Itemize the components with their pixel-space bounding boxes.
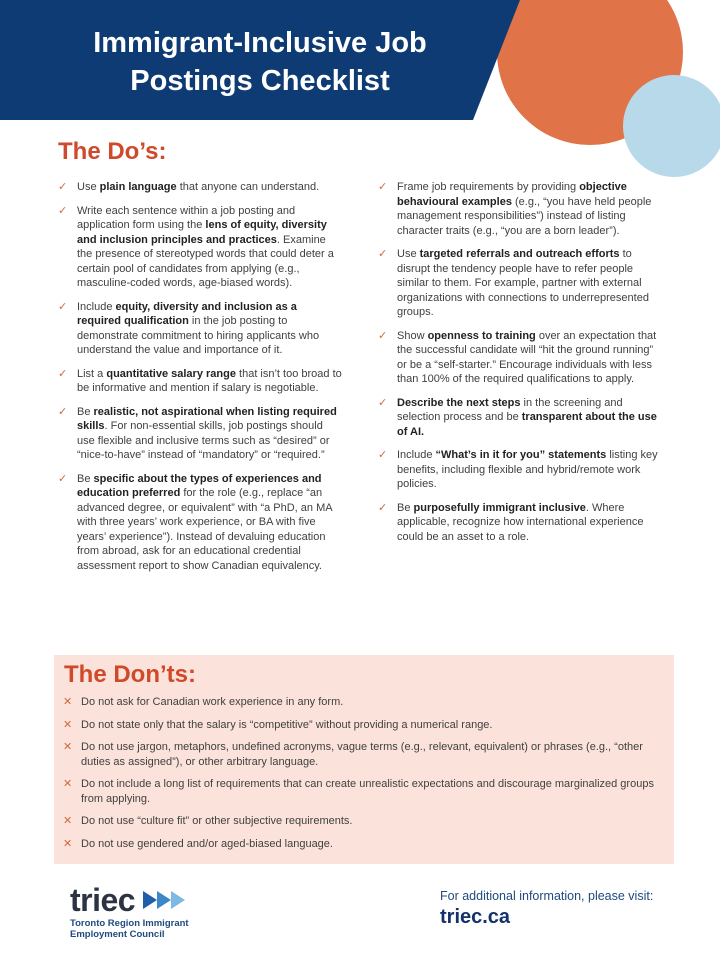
checkmark-icon: ✓ — [58, 472, 68, 485]
dos-item-text: that isn’t too broad to be informative and mention if salary is negotiable. — [77, 367, 342, 394]
dos-item-emphasis: quantitative salary range — [106, 367, 236, 380]
dos-item-text: that anyone can understand. — [176, 181, 320, 193]
cross-icon: ✕ — [63, 837, 73, 850]
logo-subtitle-line1: Toronto Region Immigrant — [70, 918, 189, 929]
dos-item-emphasis: realistic, not aspirational when listing required skills — [77, 405, 337, 432]
donts-item-text: Do not use “culture fit” or other subjective requirements. — [81, 815, 353, 827]
dos-item-emphasis: targeted referrals and outreach efforts — [419, 248, 620, 260]
dos-item — [378, 247, 662, 320]
donts-list — [63, 695, 663, 859]
dos-item-text: . For non-essential skills, job postings should use flexible and inclusive terms such as “desired” or “nice-to-have” instead of “mandatory” or “required.” — [77, 420, 330, 461]
footer-info-text: For additional information, please visit: — [440, 889, 654, 903]
dos-item-text: Be — [77, 472, 94, 485]
dos-item-text: listing key benefits, including flexible and hybrid/remote work policies. — [397, 449, 658, 490]
dos-item — [58, 472, 343, 574]
website-link[interactable]: triec.ca — [440, 906, 511, 928]
cross-icon: ✕ — [63, 815, 73, 827]
page-title — [40, 24, 480, 100]
dos-item-emphasis: objective behavioural examples — [397, 181, 627, 208]
logo-wordmark: triec — [70, 882, 136, 918]
checkmark-icon: ✓ — [378, 248, 388, 260]
dos-item-text: Use — [77, 181, 100, 193]
triec-logo — [70, 882, 189, 940]
donts-item-text: Do not use jargon, metaphors, undefined acronyms, vague terms (e.g., relevant, equivalent) or phrases (e.g., “other duties as assigned”), or other arbitrary language. — [81, 741, 643, 768]
dos-item — [378, 329, 662, 387]
dos-item-emphasis: “What’s in it for you” statements — [435, 449, 607, 461]
dos-item — [58, 405, 343, 463]
checkmark-icon: ✓ — [58, 204, 68, 217]
dos-list-right — [378, 180, 662, 553]
dos-item-emphasis: lens of equity, diversity and inclusion principles and practices — [77, 219, 327, 246]
dos-item-text: Be — [77, 405, 94, 418]
dos-item-text: in the job posting to demonstrate commitment to hiring applicants who understand the value and importance of it. — [77, 315, 320, 356]
footer-contact — [440, 889, 653, 929]
dos-item-text: List a — [77, 367, 107, 380]
arrows-icon — [143, 889, 187, 911]
donts-item — [63, 777, 663, 806]
page-title-line1: Immigrant-Inclusive Job — [93, 27, 427, 59]
checkmark-icon: ✓ — [58, 367, 68, 380]
checkmark-icon: ✓ — [378, 329, 388, 342]
checkmark-icon: ✓ — [58, 181, 68, 193]
dos-item-emphasis: openness to training — [427, 329, 536, 342]
checkmark-icon: ✓ — [378, 181, 388, 193]
cross-icon: ✕ — [63, 778, 73, 790]
dos-item-emphasis: purposefully immigrant inclusive — [413, 501, 586, 514]
donts-heading: The Don’ts: — [64, 661, 196, 688]
dos-item-text: Show — [397, 329, 428, 342]
donts-item-text: Do not use gendered and/or aged-biased language. — [81, 837, 333, 850]
dos-item-text: Frame job requirements by providing — [397, 181, 580, 193]
dos-item-text: over an expectation that the successful candidate will “hit the ground running” or be a “self-starter.” Encourage individuals with less than 100% of the required qualifications to apply. — [397, 329, 657, 385]
dos-item-text: Write each sentence within a job posting and application form using the — [77, 204, 296, 231]
checkmark-icon: ✓ — [378, 501, 388, 514]
dos-item-emphasis: Describe the next steps — [397, 396, 521, 409]
donts-section — [54, 655, 674, 864]
dos-item — [58, 204, 343, 291]
donts-item — [63, 695, 663, 710]
dos-item-text: Use — [397, 248, 420, 260]
dos-item-emphasis: transparent about the use of AI. — [397, 411, 657, 438]
dos-item — [58, 367, 343, 396]
dos-item-text: Include — [397, 449, 436, 461]
checkmark-icon: ✓ — [378, 396, 388, 409]
cross-icon: ✕ — [63, 696, 73, 708]
dos-item-text: . Examine the presence of stereotyped words that could deter a certain pool of candidates from applying (e.g., masculine-coded words, age-biased words). — [77, 233, 334, 289]
donts-item-text: Do not include a long list of requirements that can create unrealistic expectations and discourage marginalized groups from applying. — [81, 778, 654, 805]
donts-item — [63, 718, 663, 733]
donts-item-text: Do not state only that the salary is “competitive” without providing a numerical range. — [81, 718, 493, 731]
donts-item — [63, 837, 663, 852]
dos-item-emphasis: specific about the types of experiences and education preferred — [77, 472, 322, 499]
checkmark-icon: ✓ — [58, 405, 68, 418]
cross-icon: ✕ — [63, 741, 73, 753]
logo-subtitle-line2: Employment Council — [70, 929, 165, 940]
dos-item-text: . Where applicable, recognize how international experience could be an asset to a role. — [397, 501, 644, 543]
cross-icon: ✕ — [63, 718, 73, 731]
donts-item-text: Do not ask for Canadian work experience in any form. — [81, 696, 344, 708]
checkmark-icon: ✓ — [378, 449, 388, 461]
dos-item — [378, 501, 662, 545]
dos-item-text: for the role (e.g., replace “an advanced degree, or equivalent” with “a PhD, an MA with three years’ work experience, or BA with five years’ experience”). Instead of devaluing education from abroad, ask for an educational credential assessment report to show Canadian equivalency. — [77, 487, 332, 572]
dos-item — [378, 396, 662, 440]
dos-item-text: Include — [77, 300, 116, 313]
dos-item — [378, 180, 662, 238]
donts-item — [63, 740, 663, 769]
dos-item-emphasis: plain language — [99, 181, 177, 193]
dos-item-text: (e.g., “you have held people management responsibilities”) instead of listing character traits (e.g., “you are a born leader”). — [397, 195, 652, 237]
dos-item — [378, 448, 662, 492]
dos-item — [58, 180, 343, 195]
dos-item-emphasis: equity, diversity and inclusion as a required qualification — [77, 300, 297, 327]
dos-item-text: Be — [397, 501, 414, 514]
dos-heading: The Do’s: — [58, 138, 167, 165]
dos-item-text: to disrupt the tendency people have to refer people similar to them. For example, partner with external organizations with connections to underrepresented groups. — [397, 248, 649, 318]
page-title-line2: Postings Checklist — [130, 65, 390, 97]
dos-item-text: in the screening and selection process and be — [397, 396, 623, 423]
donts-item — [63, 814, 663, 829]
checkmark-icon: ✓ — [58, 300, 68, 313]
dos-list-left — [58, 180, 343, 582]
dos-item — [58, 300, 343, 358]
